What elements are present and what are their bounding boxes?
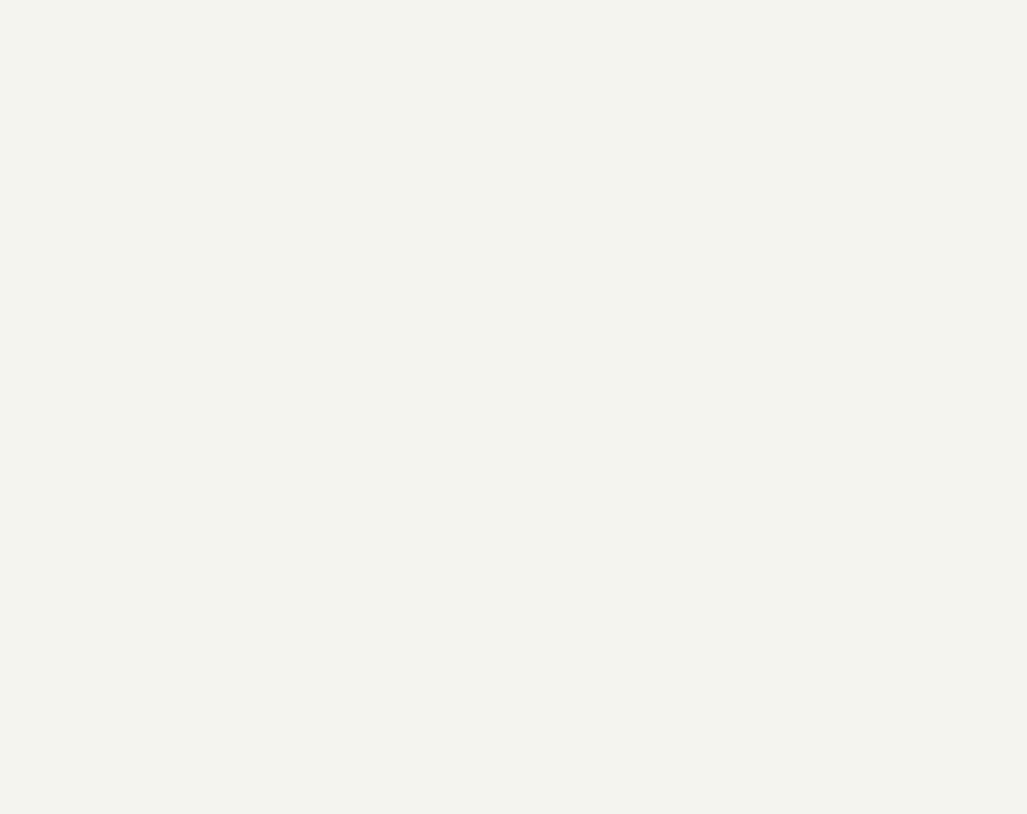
side-instructions bbox=[0, 0, 156, 814]
